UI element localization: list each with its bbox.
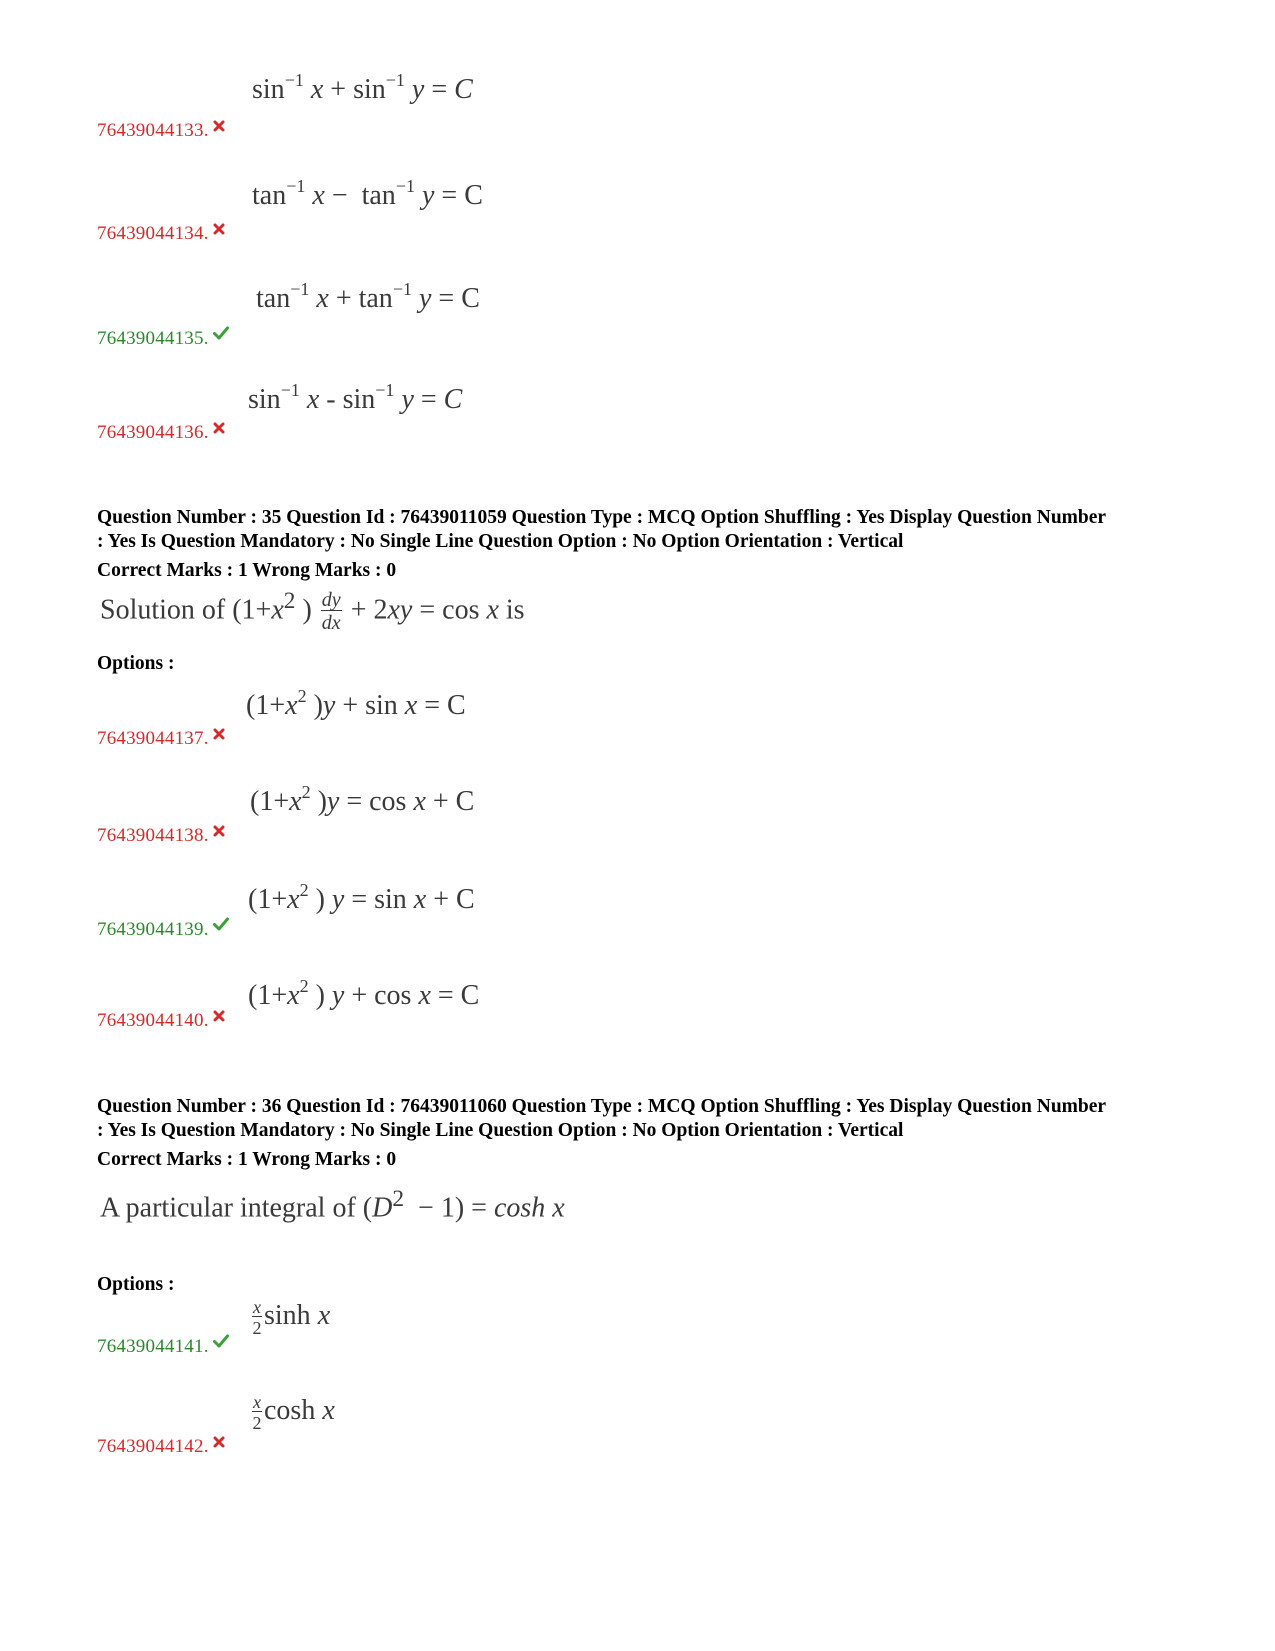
question-marks: Correct Marks : 1 Wrong Marks : 0 [97,1149,397,1170]
option-formula-image: $\frac{x}{2}$ cosh x [252,1392,335,1433]
cross-icon [213,728,225,740]
option-id: 76439044137. [97,728,225,750]
option-id: 76439044140. [97,1010,225,1032]
question-text-image: A particular integral of $(D^2 - 1) = \cosh x$ [100,1186,565,1224]
option-formula-image: ($1+x^2$ ) y + cos x = C [248,976,480,1011]
question-header-line: Question Number : 35 Question Id : 76439011059 Question Type : MCQ Option Shuffling : Yes Display Question Number [97,507,1107,528]
option-formula-image: $\sin^{-1} x - \sin^{-1} y = C$ [248,380,463,415]
check-icon [213,917,229,931]
cross-icon [213,1436,225,1448]
question-header [97,1095,1197,1143]
question-header-line: Question Number : 36 Question Id : 76439011060 Question Type : MCQ Option Shuffling : Yes Display Question Number [97,1096,1107,1117]
option-formula-image: ($1+x^2$ ) y = sin x + C [248,880,475,915]
option-formula-image: $\tan^{-1} x - \tan^{-1} y = C$ [252,176,483,211]
option-id: 76439044133. [97,120,225,142]
option-id: 76439044142. [97,1436,225,1458]
option-formula-image: ($1+x^2$ )y = cos x + C [250,782,475,817]
cross-icon [213,120,225,132]
option-id: 76439044141. [97,1334,229,1358]
cross-icon [213,1010,225,1022]
option-formula-image: $\tan^{-1} x + \tan^{-1} y = C$ [256,279,480,314]
option-formula-image: $\sin^{-1} x + \sin^{-1} y = C$ [252,70,473,105]
cross-icon [213,825,225,837]
check-icon [213,1334,229,1348]
check-icon [213,326,229,340]
question-text-image: Solution of ($1+x^2$ ) $\frac{dy}{dx}$ + 2xy = cos x is [100,588,525,635]
question-header-line: : Yes Is Question Mandatory : No Single Line Question Option : No Option Orientation : Vertical [97,531,904,552]
cross-icon [213,422,225,434]
question-header [97,506,1197,554]
option-id: 76439044135. [97,326,229,350]
option-id: 76439044136. [97,422,225,444]
option-id: 76439044139. [97,917,229,941]
cross-icon [213,223,225,235]
option-formula-image: ($1+x^2$ )y + sin x = C [246,686,466,721]
question-marks: Correct Marks : 1 Wrong Marks : 0 [97,560,397,581]
option-id: 76439044134. [97,223,225,245]
option-id: 76439044138. [97,825,225,847]
option-formula-image: $\frac{x}{2}$ sinh x [252,1297,331,1338]
options-label: Options : [97,1274,175,1295]
options-label: Options : [97,653,175,674]
question-header-line: : Yes Is Question Mandatory : No Single Line Question Option : No Option Orientation : Vertical [97,1120,904,1141]
